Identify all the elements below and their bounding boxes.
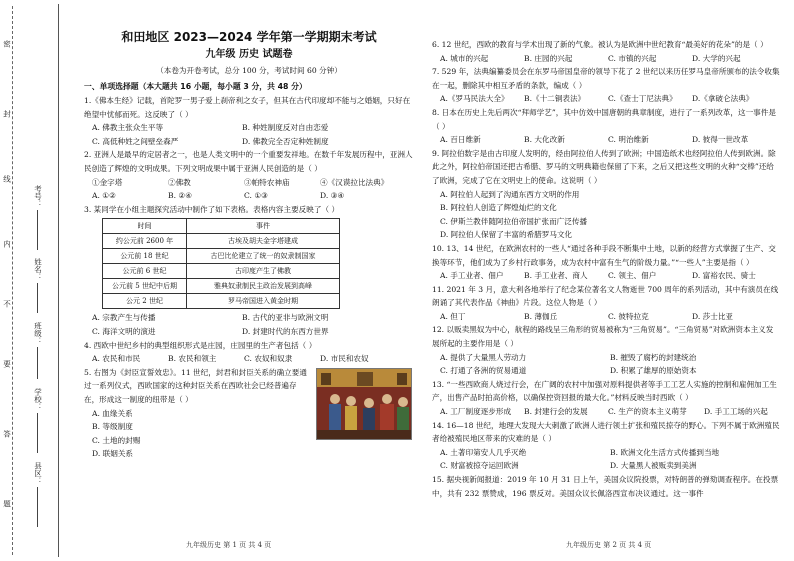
question-stem: 12. 以贩卖黑奴为中心，航程的路线呈三角形的贸易被称为“三角贸易”。“三角贸易”对欧洲资本主义发展所起的主要作用是（ ） [432,325,774,349]
exam-subtitle: 九年级 历史 试题卷 [205,49,293,60]
school-label: 学校： [33,388,43,411]
class-line [37,347,38,379]
option-d: D. 联姻关系 [92,449,134,459]
county-line [37,487,38,527]
option-a: A.《罗马民法大全》 [440,94,509,104]
cell-event: 罗马帝国进入黄金时期 [187,294,340,309]
student-info-fields [28,0,56,561]
option-c: C. 彼特拉克 [608,311,649,321]
option-c: C. 领主、佃户 [608,271,657,281]
option-a: A. 农民和市民 [92,354,141,364]
option-c: C. 高低种姓之间壁垒森严 [92,136,179,146]
option-d: D. 大学的兴起 [692,53,741,63]
option-a: A. 宗教产生与传播 [92,313,156,323]
option-b: B. 摧毁了腐朽的封建统治 [610,352,697,362]
option-d: D. 市民和农奴 [320,354,369,364]
seal-dashed-line [12,6,13,555]
name-label: 姓名： [33,258,43,281]
option-b: B. 农民和领主 [168,354,217,364]
option-a: A. 阿拉伯人起到了沟通东西方文明的作用 [440,189,580,199]
page-footer-right: 九年级历史 第 2 页 共 4 页 [566,541,652,549]
option-b: B.《十二铜表法》 [524,94,586,104]
option-a: A. 土著印第安人几乎灭绝 [440,447,527,457]
option-b: B. 种姓制度反对自由恋爱 [242,123,329,133]
county-label: 县区： [33,462,43,485]
item-3: ③帕特农神庙 [244,177,290,187]
option-d: D. 阿拉伯人保留了丰富的希腊罗马文化 [440,230,573,240]
question-10 [432,242,780,283]
seal-char: 密 [2,40,12,48]
table-row [103,264,340,279]
question-7 [432,65,780,106]
cell-time: 公元前 6 世纪 [103,264,187,279]
question-stem: 3. 某同学在小组主题探究活动中制作了如下表格。表格内容主要反映了（ ） [84,204,340,214]
page-footer-left: 九年级历史 第 1 页 共 4 页 [186,541,272,549]
option-c: C. 土地的封赐 [92,435,141,445]
option-d: D. 积累了雄厚的原始资本 [610,366,697,376]
cell-time: 约公元前 2600 年 [103,234,187,249]
option-a: A. 百日维新 [440,135,481,145]
cell-event: 古印度产生了佛教 [187,264,340,279]
option-c: C. 农奴和奴隶 [244,354,293,364]
option-b: B. 庄园的兴起 [524,53,573,63]
option-b: B. 等级制度 [92,422,133,432]
option-d: D. 佛教完全否定种姓制度 [242,136,329,146]
option-b: B. 大化改新 [524,135,565,145]
margin-divider [58,4,59,557]
question-11 [432,283,780,324]
table-header-time: 时间 [103,219,187,234]
name-line [37,283,38,313]
question-stem: 1.《佛本生经》记载，首陀罗一男子爱上刹帝利之女子，但其在古代印度却不能与之婚姻，只好在绝望中忧郁而死。这反映了（ ） [84,96,411,119]
seal-char: 不 [2,300,12,308]
question-2 [84,148,414,202]
option-d: D. 莎士比亚 [692,311,734,321]
question-stem: 5. 右图为《封臣宣誓效忠》。11 世纪，封君和封臣关系的确立要通过一系列仪式，西欧国家的这种封臣关系在西欧社会已经普遍存在，形成这一制度的纽带是（ ） [84,367,307,404]
item-4: ④《汉谟拉比法典》 [320,177,389,187]
seal-char: 封 [2,110,12,118]
question-stem: 8. 日本在历史上先后两次“拜师学艺”，其中仿效中国唐朝的典章制度，进行了一系列改革，这一事件是（ ） [432,107,776,131]
cell-event: 古埃及胡夫金字塔建成 [187,234,340,249]
question-stem: 10. 13、14 世纪，在欧洲农村的一些人“通过各种手段不断集中土地，以新的经营方式掌握了生产、交换等环节，他们成为了乡村行政事务，成为农村中富有生气的阶级力量。”“一些人”主要是指（ ） [432,243,776,267]
section-heading: 一、单项选择题（本大题共 16 小题，每小题 3 分，共 48 分） [84,82,307,91]
option-d: D. 手工工场的兴起 [704,407,768,417]
exam-note: （本卷为开卷考试，总分 100 分，考试时间 60 分钟） [156,66,342,75]
question-5 [84,366,414,461]
cell-event: 雅典奴隶制民主政治发展到高峰 [187,279,340,294]
question-stem: 4. 西欧中世纪乡村的典型组织形式是庄园，庄园里的生产者包括（ ） [84,340,317,350]
option-b: B. 古代的亚非与欧洲文明 [242,313,329,323]
option-b: B. ②④ [168,191,193,201]
cell-time: 公元前 5 世纪中后期 [103,279,187,294]
class-label: 班级： [33,322,43,345]
seal-char: 答 [2,430,12,438]
option-a: A. 但丁 [440,311,466,321]
question-stem: 15. 据央视新闻报道：2019 年 10 月 31 日上午，美国众议院投票，对特朗普的弹劾调查程序。在投票中，共有 232 票赞成，196 票反对。美国众议长佩洛西宣布决议通过。这一事件 [432,475,779,498]
question-13 [432,378,780,419]
option-a: A. 工厂制度逐步形成 [440,407,512,417]
option-a: A. 佛教主张众生平等 [92,123,164,133]
option-b: B. 封建行会的发展 [524,407,588,417]
option-c: C. ①③ [244,191,268,201]
option-d: D. 封建时代的东西方世界 [242,326,329,336]
option-a: A. ①② [92,191,116,201]
seal-char: 要 [2,360,12,368]
table-row [103,279,340,294]
exam-number-line [37,210,38,250]
question-3 [84,203,414,339]
seal-char: 线 [2,175,12,183]
option-a: A. 血缘关系 [92,408,133,418]
seal-char: 题 [2,500,12,508]
vassal-oath-painting [316,368,412,440]
question-9 [432,147,780,242]
cell-event: 古巴比伦建立了统一的奴隶制国家 [187,249,340,264]
question-6 [432,38,780,65]
option-a: A. 提供了大量黑人劳动力 [440,352,527,362]
exam-title: 和田地区 2023—2024 学年第一学期期末考试 [121,30,377,44]
cell-time: 公元 2 世纪 [103,294,187,309]
table-row [103,249,340,264]
item-1: ①金字塔 [92,177,123,187]
question-stem: 7. 529 年，法典编纂委员会在东罗马帝国皇帝的领导下花了 2 世纪以来历任罗马皇帝所颁布的法令收集在一起，删除其中相互矛盾的条款，编成（ ） [432,67,780,90]
option-c: C. 海洋文明的演进 [92,326,156,336]
option-c: C. 市镇的兴起 [608,53,657,63]
option-a: A. 手工业者、佃户 [440,271,504,281]
option-b: B. 阿拉伯人创造了辉煌灿烂的文化 [440,203,557,213]
option-b: B. 手工业者、商人 [524,271,588,281]
question-15 [432,473,780,500]
page-2 [432,38,780,500]
page-1 [84,30,414,461]
question-stem: 11. 2021 年 3 月，意大利各地举行了纪念某位著名文人物逝世 700 周年的系列活动，其中有演员在线朗诵了其代表作品《神曲》片段。这位人物是（ ） [432,284,779,308]
option-b: B. 薄伽丘 [524,311,558,321]
question-1 [84,94,414,148]
option-d: D. ③④ [320,191,345,201]
option-d: D.《拿破仑法典》 [692,94,754,104]
option-b: B. 欧洲文化生活方式传播到当地 [610,447,720,457]
question-8 [432,106,780,147]
item-2: ②佛教 [168,177,191,187]
question-12 [432,323,780,377]
question-stem: 9. 阿拉伯数字是由古印度人发明的，经由阿拉伯人传到了欧洲；中国造纸术也经阿拉伯人传到欧洲。除此之外，阿拉伯帝国还把古希腊、罗马的文明典籍也保留了下来，之后又把这些文明的火种“交棒”还给了欧洲，完成了它在文明史上的使命。这说明（ ） [432,148,776,185]
option-d: D. 大量黑人被贩卖到美洲 [610,461,697,471]
option-c: C. 打通了各洲的贸易通道 [440,366,527,376]
question-stem: 13. “一些西欧商人烧过行会，在广阔的农村中加强对原料提供者等手工工艺人实施的控制和雇佣加工生产，出售产品时拍高价格，以确保控资回报的最大化。”材料反映当时西欧（ ） [432,379,777,403]
cell-time: 公元前 18 世纪 [103,249,187,264]
question-stem: 14. 16—18 世纪，地理大发现大大刺激了欧洲人进行领土扩张和殖民掠夺的野心。下列不属于欧洲殖民者给被殖民地区带来的灾难的是（ ） [432,420,780,444]
option-d: D. 富裕农民、骑士 [692,271,756,281]
option-c: C. 伊斯兰教伴随阿拉伯帝国扩张而广泛传播 [440,216,588,226]
event-table [102,218,340,309]
table-row [103,234,340,249]
exam-number-label: 考号： [33,185,43,208]
question-stem: 6. 12 世纪，西欧的教育与学术出现了新的气象。被认为是欧洲中世纪教育“最美好的花朵”的是（ ） [432,40,768,49]
school-line [37,413,38,453]
option-c: C. 生产的资本主义萌芽 [608,407,687,417]
option-c: C.《查士丁尼法典》 [608,94,677,104]
option-c: C. 明治维新 [608,135,649,145]
table-row [103,294,340,309]
question-14 [432,419,780,473]
option-c: C. 财富被掠夺运回欧洲 [440,461,519,471]
table-header-event: 事件 [187,219,340,234]
question-stem: 2. 亚洲人是最早的定居者之一，也是人类文明中的一个重要发祥地。在数千年发展历程中，亚洲人民创造了辉煌的文明成果。下列文明成果中属于亚洲人民创造的是（ ） [84,150,413,173]
binding-strip [0,0,26,561]
seal-char: 内 [2,240,12,248]
option-a: A. 城市的兴起 [440,53,489,63]
option-d: D. 彼得一世改革 [692,135,749,145]
question-4 [84,339,414,366]
